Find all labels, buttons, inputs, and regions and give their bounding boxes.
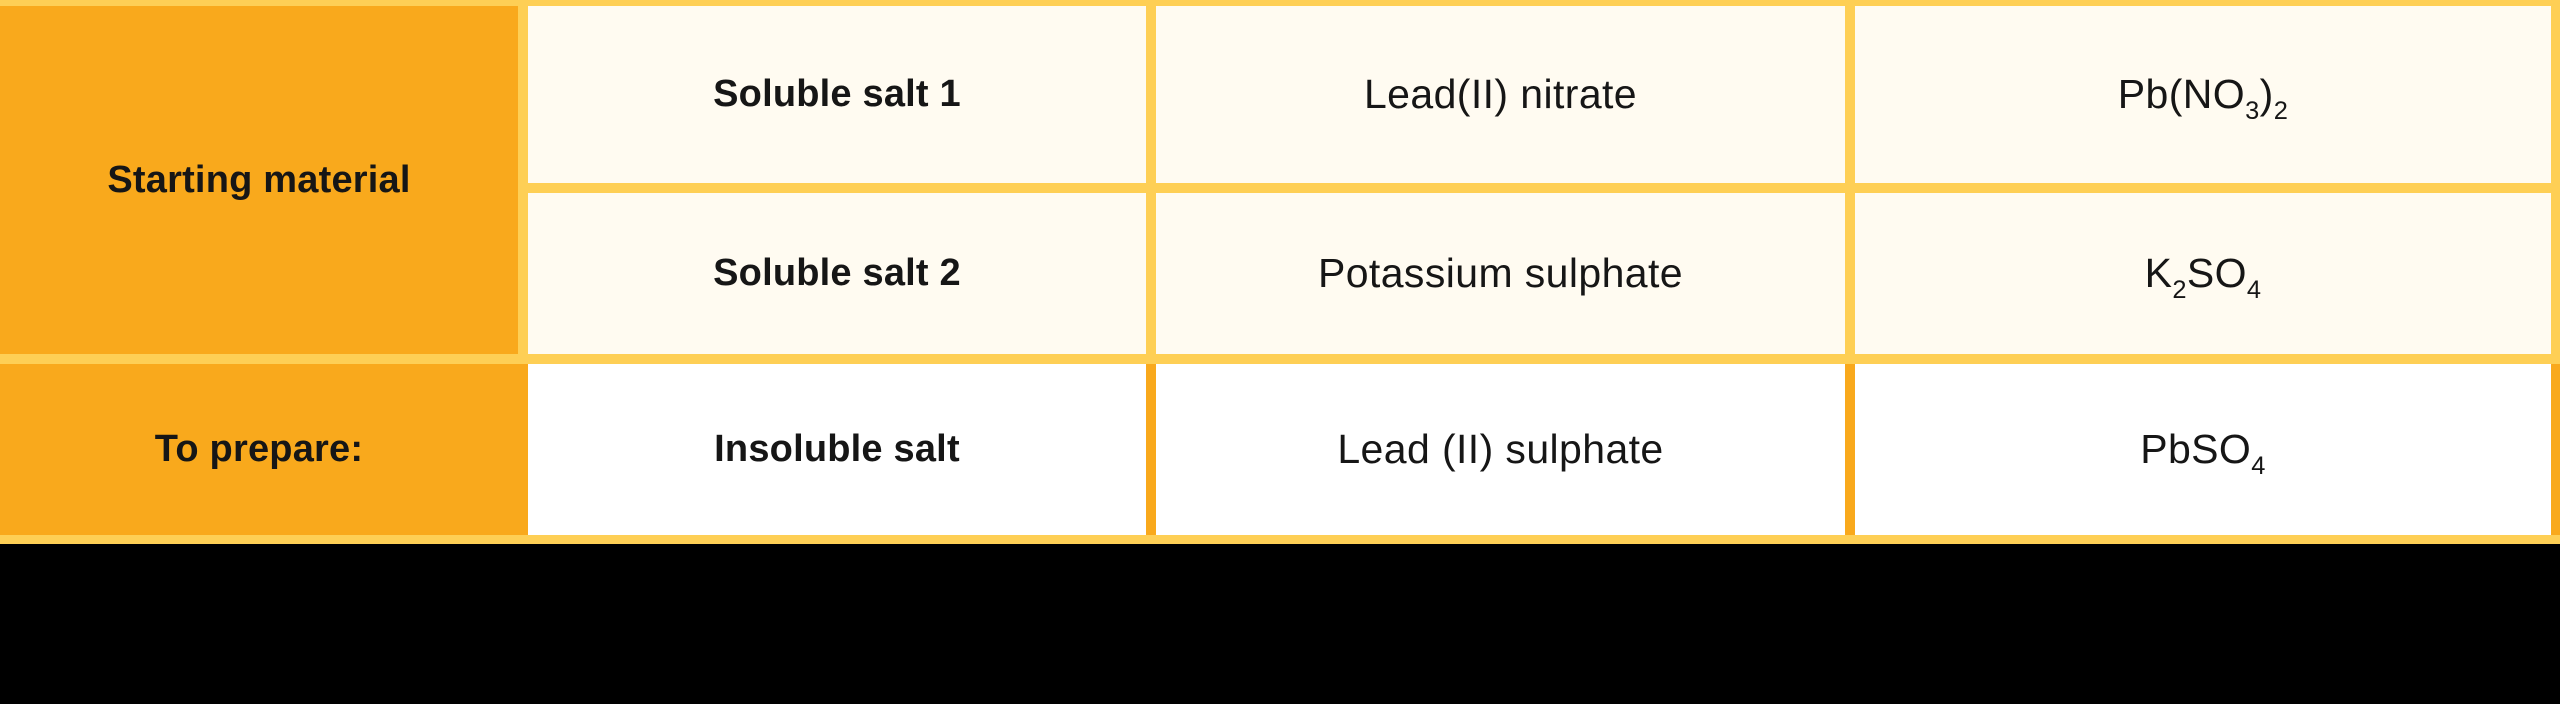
cell-soluble-salt-1-name (1156, 6, 1845, 183)
bottom-black-band (0, 544, 2560, 704)
insoluble-salt-label: Insoluble salt (714, 428, 960, 470)
soluble-salt-2-formula: $K_2SO_4$ (2144, 250, 2262, 305)
soluble-salt-1-name: Lead(II) nitrate (1363, 71, 1638, 117)
cell-soluble-salt-2-formula (1855, 193, 2551, 354)
cell-insoluble-salt-name (1156, 364, 1845, 535)
cell-insoluble-salt-formula (1855, 364, 2551, 535)
cell-insoluble-salt-category (528, 364, 1146, 535)
cell-soluble-salt-2-name (1156, 193, 1845, 354)
row-header-starting-material-label: Starting material (107, 158, 411, 201)
row-header-to-prepare-label: To prepare: (154, 428, 364, 470)
row-header-starting-material (0, 6, 518, 354)
insoluble-salt-formula: PbSO$_4$ (2140, 426, 2266, 481)
cell-soluble-salt-1-formula (1855, 6, 2551, 183)
soluble-salt-2-label: Soluble salt 2 (713, 252, 961, 294)
insoluble-salt-name: Lead (II) sulphate (1337, 426, 1664, 472)
soluble-salt-2-name: Potassium sulphate (1317, 250, 1683, 296)
soluble-salt-1-label: Soluble salt 1 (713, 73, 961, 115)
cell-soluble-salt-1-category (528, 6, 1146, 183)
cell-soluble-salt-2-category (528, 193, 1146, 354)
soluble-salt-1-formula: $Pb(NO_3)_2$ (2117, 71, 2289, 126)
salts-table-grid (0, 6, 2551, 535)
row-header-to-prepare (0, 364, 518, 535)
